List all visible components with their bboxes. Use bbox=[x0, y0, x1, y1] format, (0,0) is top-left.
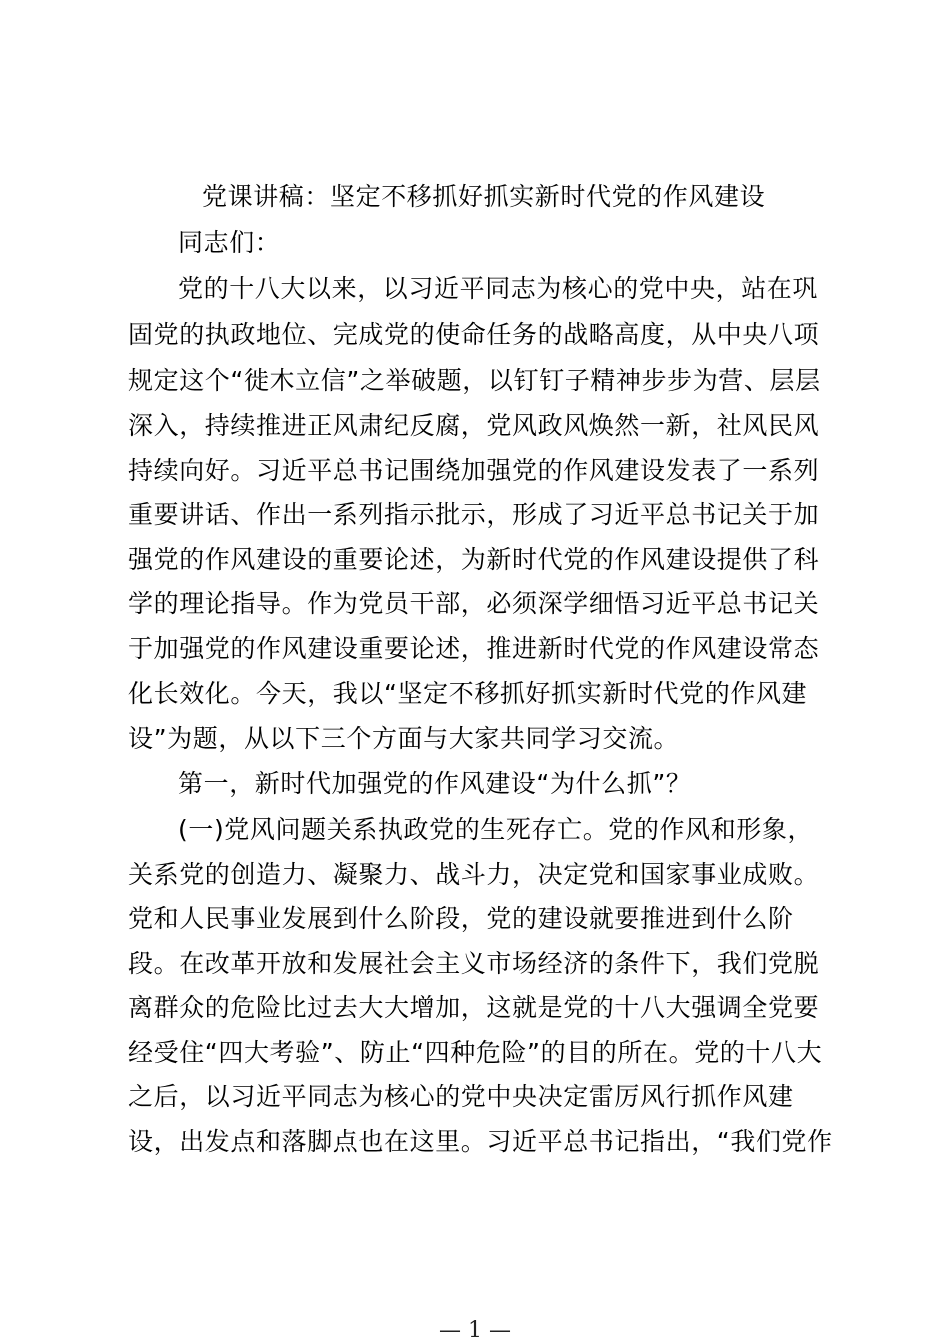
body-line: 党和人民事业发展到什么阶段，党的建设就要推进到什么阶 bbox=[128, 904, 794, 933]
body-line: 深入，持续推进正风肃纪反腐，党风政风焕然一新，社风民风 bbox=[128, 411, 820, 440]
section-heading: 第一，新时代加强党的作风建设“为什么抓”？ bbox=[178, 769, 692, 798]
body-line: 固党的执政地位、完成党的使命任务的战略高度，从中央八项 bbox=[128, 320, 820, 349]
body-line: 经受住“四大考验”、防止“四种危险”的目的所在。党的十八大 bbox=[128, 1038, 823, 1067]
body-line: 之后，以习近平同志为核心的党中央决定雷厉风行抓作风建 bbox=[128, 1082, 794, 1111]
body-line: 规定这个“徙木立信”之举破题，以钉钉子精神步步为营、层层 bbox=[128, 366, 821, 395]
body-line: 段。在改革开放和发展社会主义市场经济的条件下，我们党脱 bbox=[128, 949, 820, 978]
body-line: 化长效化。今天，我以“坚定不移抓好抓实新时代党的作风建 bbox=[128, 679, 808, 708]
document-title: 党课讲稿：坚定不移抓好抓实新时代党的作风建设 bbox=[202, 182, 766, 211]
body-line: 离群众的危险比过去大大增加，这就是党的十八大强调全党要 bbox=[128, 993, 820, 1022]
body-line: 学的理论指导。作为党员干部，必须深学细悟习近平总书记关 bbox=[128, 589, 820, 618]
body-line: 党的十八大以来，以习近平同志为核心的党中央，站在巩 bbox=[178, 274, 819, 303]
body-line: 设，出发点和落脚点也在这里。习近平总书记指出，“我们党作 bbox=[128, 1127, 833, 1156]
body-line: 重要讲话、作出一系列指示批示，形成了习近平总书记关于加 bbox=[128, 500, 820, 529]
body-line: 持续向好。习近平总书记围绕加强党的作风建设发表了一系列 bbox=[128, 456, 820, 485]
body-line: 强党的作风建设的重要论述，为新时代党的作风建设提供了科 bbox=[128, 545, 820, 574]
body-line: 于加强党的作风建设重要论述，推进新时代党的作风建设常态 bbox=[128, 634, 820, 663]
salutation: 同志们： bbox=[178, 228, 281, 257]
body-line: 关系党的创造力、凝聚力、战斗力，决定党和国家事业成败。 bbox=[128, 860, 820, 889]
body-line: (一)党风问题关系执政党的生死存亡。党的作风和形象， bbox=[178, 815, 814, 844]
page-number: — 1 — bbox=[439, 1318, 511, 1343]
body-line: 设”为题，从以下三个方面与大家共同学习交流。 bbox=[128, 724, 680, 753]
